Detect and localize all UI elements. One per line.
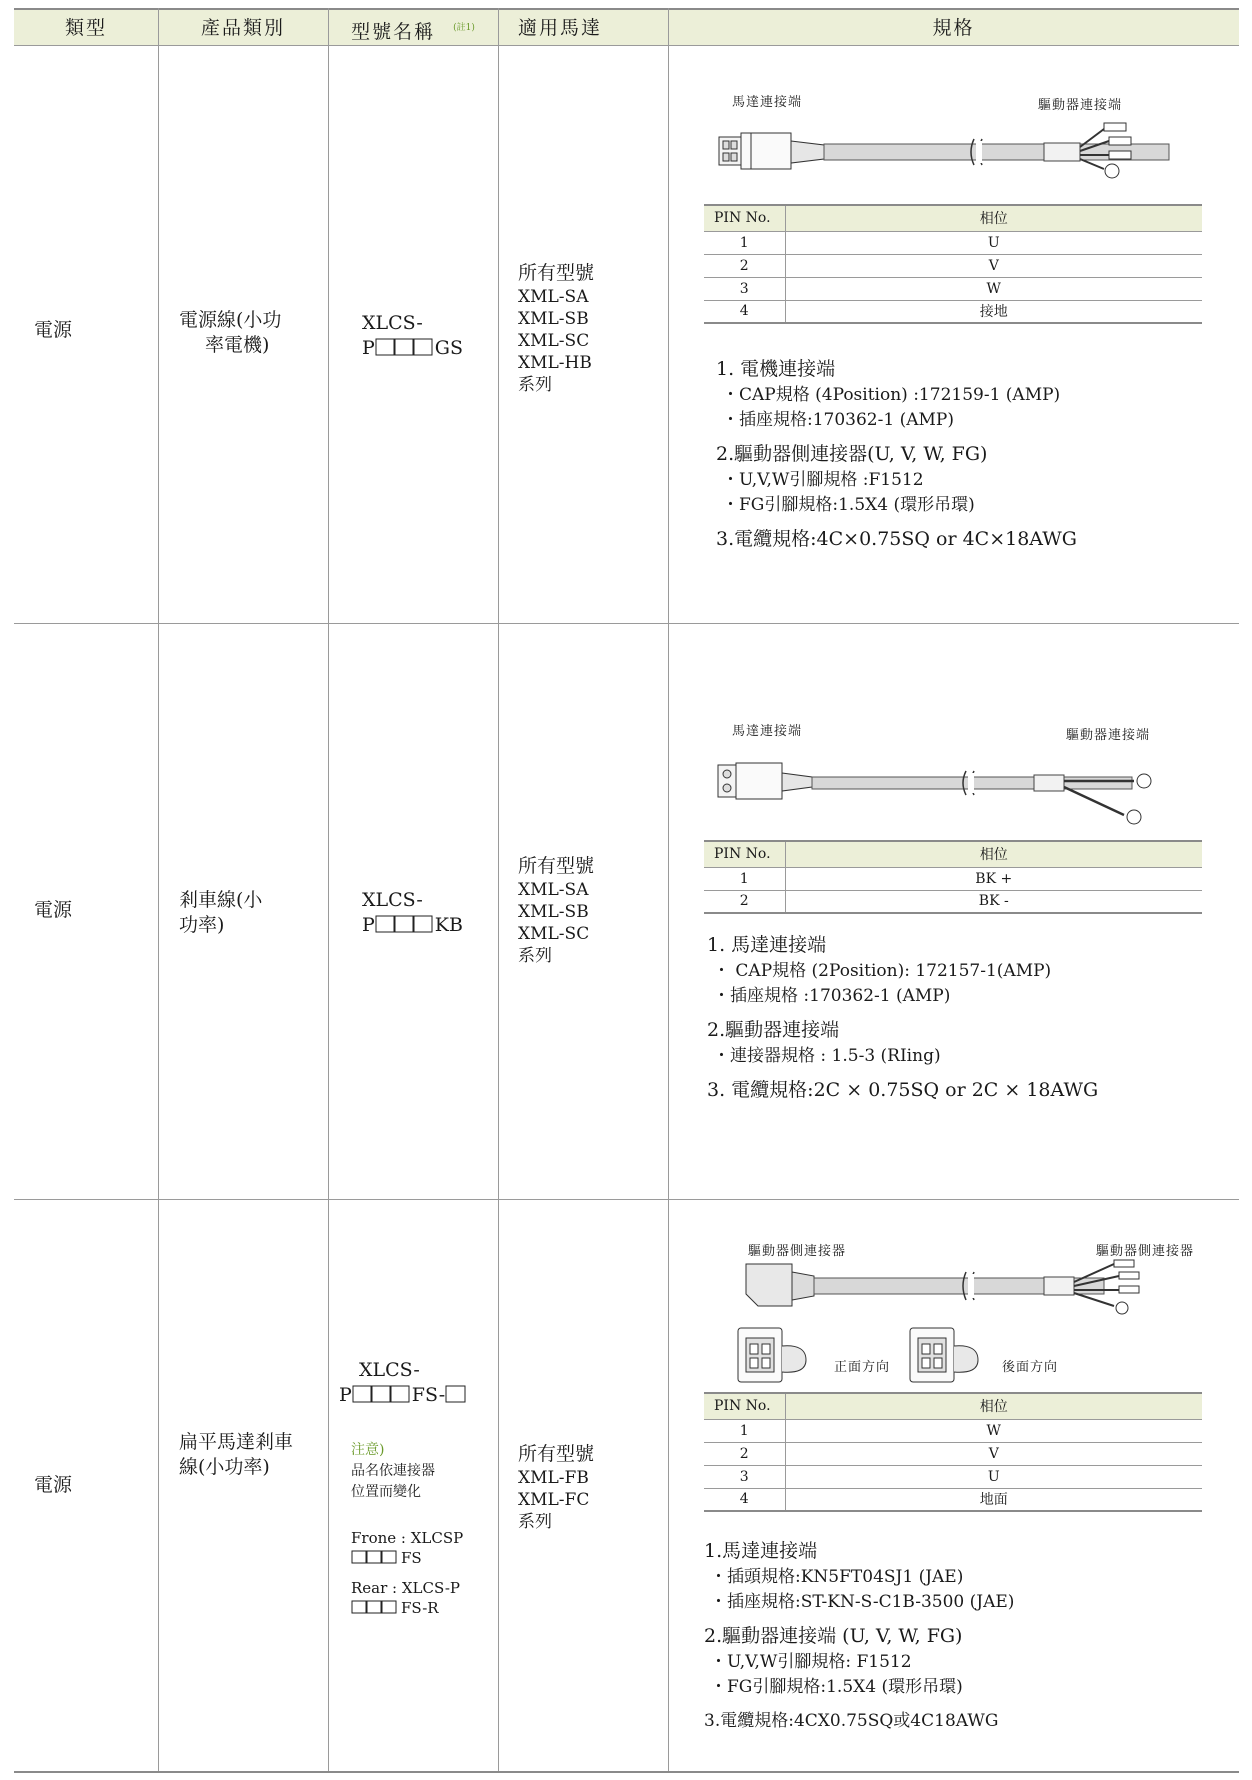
spec-table [14,8,1239,1773]
table-row: 2 BK - [704,890,1202,913]
model-placeholder-boxes [351,1600,401,1614]
row3-motor: 所有型號 XML-FB XML-FC 系列 [518,1443,595,1532]
model-placeholder-boxes [375,338,435,356]
row3-category: 扁平馬達剎車 線(小功率) [179,1431,294,1478]
row2-cable-illustration [704,745,1184,825]
table-row: 3 U [704,1465,1202,1488]
row3-model-front: Frone : XLCSP FS [351,1529,464,1567]
header-motor: 適用馬達 [518,17,603,39]
row3-model: XLCS- P FS- [339,1358,467,1408]
row-divider [14,623,1239,624]
row2-type: 電源 [34,899,73,921]
header-model-note: (註1) [453,23,475,33]
row3-type: 電源 [34,1474,73,1496]
back-view-connector-icon [908,1326,998,1386]
row3-label-back: 後面方向 [1002,1360,1059,1375]
header-spec: 規格 [932,17,975,39]
table-row: 2 V [704,254,1202,277]
table-row: 1 U [704,231,1202,254]
row1-model: XLCS- P GS [362,312,463,359]
table-row: 2 V [704,1442,1202,1465]
table-row: 3 W [704,277,1202,300]
table-row: 1 W [704,1419,1202,1442]
row1-type: 電源 [34,319,73,341]
table-row: 4 接地 [704,300,1202,323]
row3-label-right: 驅動器側連接器 [1096,1244,1195,1259]
row2-model: XLCS- P KB [362,889,463,936]
row3-model-note: 注意) 品名依連接器 位置而變化 [351,1442,435,1500]
model-placeholder-boxes [351,1550,401,1564]
row2-spec-notes: 1. 馬達連接端 ・ CAP規格 (2Position): 172157-1(AMP) ・插座規格 :170362-1 (AMP) 2.驅動器連接端 ・連接器規格 : 1.5-3 (RIing) 3. 電纜規格:2C × 0.75SQ or 2C × 18AWG [707,934,1099,1101]
column-divider [668,8,669,1773]
row3-model-rear: Rear : XLCS-P FS-R [351,1579,460,1617]
model-placeholder-box [445,1385,467,1403]
header-model: 型號名稱 $^{(註1)}$ [351,21,475,43]
header-category: 產品類別 [200,17,285,39]
row1-label-driver-end: 驅動器連接端 [1038,98,1123,113]
row2-pin-table: PIN No. 相位 1 BK + 2 BK - [704,840,1202,914]
header-type: 類型 [64,17,107,39]
table-row: 4 地面 [704,1488,1202,1511]
row1-label-motor-end: 馬達連接端 [732,95,803,110]
row2-label-motor-end: 馬達連接端 [732,724,803,739]
column-divider [328,8,329,1773]
row2-category: 剎車線(小 功率) [179,889,263,936]
row1-cable-illustration [704,111,1184,191]
row1-spec-notes: 1. 電機連接端 ・CAP規格 (4Position) :172159-1 (AMP) ・插座規格:170362-1 (AMP) 2.驅動器側連接器(U, V, W, FG) ・U,V,W引腳規格 :F1512 ・FG引腳規格:1.5X4 (環形吊環) 3.電纜規格:4C×0.75SQ or 4C×18AWG [716,358,1077,550]
model-placeholder-boxes [352,1385,412,1403]
row3-pin-table: PIN No. 相位 1 W 2 V 3 U 4 地面 [704,1392,1202,1512]
row3-label-left: 驅動器側連接器 [748,1244,847,1259]
table-bottom-rule [14,1771,1239,1773]
row1-motor: 所有型號 XML-SA XML-SB XML-SC XML-HB 系列 [518,262,595,395]
row2-motor: 所有型號 XML-SA XML-SB XML-SC 系列 [518,855,595,966]
table-header [14,8,1239,46]
row1-category: 電源線(小功 率電機) [179,309,282,356]
row1-pin-table: PIN No. 相位 1 U 2 V 3 W 4 接地 [704,204,1202,324]
column-divider [158,8,159,1773]
row3-label-front: 正面方向 [834,1360,891,1375]
row-divider [14,1199,1239,1200]
column-divider [498,8,499,1773]
row2-label-driver-end: 驅動器連接端 [1066,728,1151,743]
model-placeholder-boxes [375,915,435,933]
row3-cable-illustration [734,1256,1204,1320]
front-view-connector-icon [736,1326,826,1386]
table-row: 1 BK + [704,867,1202,890]
row3-spec-notes: 1.馬達連接端 ・插頭規格:KN5FT04SJ1 (JAE) ・插座規格:ST-KN-S-C1B-3500 (JAE) 2.驅動器連接端 (U, V, W, FG) ・U,V,W引腳規格: F1512 ・FG引腳規格:1.5X4 (環形吊環) 3.電纜規格:4CX0.75SQ或4C18AWG [704,1540,1015,1731]
